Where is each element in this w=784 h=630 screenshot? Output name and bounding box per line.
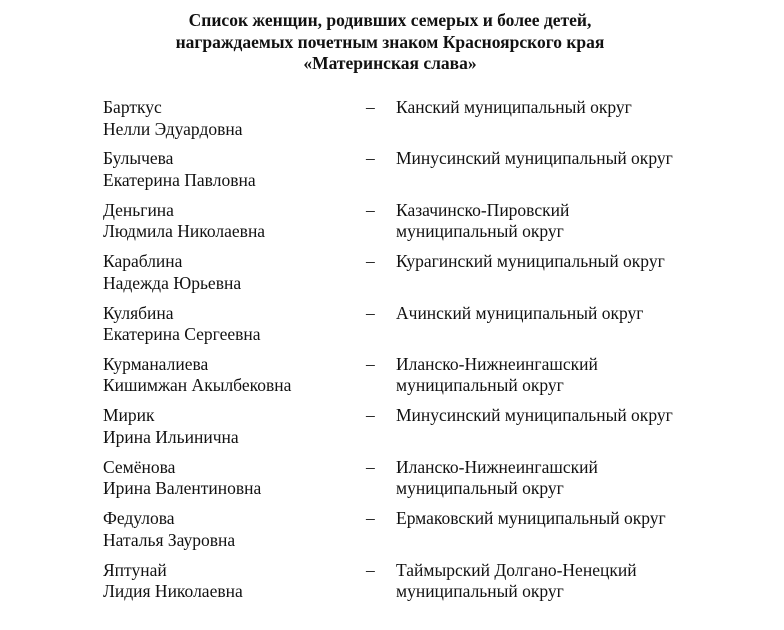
list-item	[103, 200, 743, 251]
list-item	[103, 251, 743, 302]
dash-separator: –	[366, 199, 375, 220]
person-name	[103, 303, 363, 346]
surname: Курманалиева	[103, 353, 209, 374]
person-name	[103, 97, 363, 140]
surname: Деньгина	[103, 199, 174, 220]
given-names: Екатерина Сергеевна	[103, 324, 261, 345]
title-line: награждаемых почетным знаком Красноярского края	[175, 31, 605, 52]
region-line: Ермаковский муниципальный округ	[396, 508, 666, 529]
title-line: «Материнская слава»	[303, 53, 477, 73]
region-line: муниципальный округ	[396, 375, 564, 396]
dash-separator: –	[366, 97, 375, 117]
dash-separator: –	[366, 559, 375, 580]
given-names: Кишимжан Акылбековна	[103, 375, 292, 396]
list-item	[103, 303, 743, 354]
given-names: Людмила Николаевна	[103, 221, 266, 242]
region-line: муниципальный округ	[396, 581, 564, 602]
region	[396, 97, 736, 119]
awardee-list	[103, 97, 743, 611]
region-line: Минусинский муниципальный округ	[396, 405, 673, 426]
given-names: Нелли Эдуардовна	[103, 118, 243, 139]
document-title	[150, 10, 630, 75]
list-item	[103, 457, 743, 508]
person-name	[103, 405, 363, 448]
dash-separator: –	[366, 251, 375, 272]
dash-separator: –	[366, 405, 375, 426]
given-names: Лидия Николаевна	[103, 581, 243, 602]
region-line: Иланско-Нижнеингашский	[396, 456, 598, 477]
region-line: Канский муниципальный округ	[396, 97, 632, 117]
person-name	[103, 148, 363, 191]
surname: Яптунай	[103, 559, 167, 580]
person-name	[103, 508, 363, 551]
region	[396, 405, 736, 427]
dash-separator: –	[366, 508, 375, 529]
region	[396, 148, 736, 170]
region	[396, 200, 736, 243]
list-item	[103, 560, 743, 611]
given-names: Ирина Ильинична	[103, 426, 239, 447]
title-line: Список женщин, родивших семерых и более детей,	[188, 10, 592, 30]
region	[396, 457, 736, 500]
surname: Семёнова	[103, 456, 176, 477]
region-line: Минусинский муниципальный округ	[396, 148, 673, 169]
person-name	[103, 560, 363, 603]
list-item	[103, 405, 743, 456]
region-line: муниципальный округ	[396, 478, 564, 499]
surname: Федулова	[103, 508, 175, 529]
person-name	[103, 200, 363, 243]
given-names: Наталья Зауровна	[103, 529, 236, 550]
surname: Мирик	[103, 405, 155, 426]
list-item	[103, 148, 743, 199]
region-line: Курагинский муниципальный округ	[396, 251, 665, 272]
surname: Булычева	[103, 148, 174, 169]
list-item	[103, 97, 743, 148]
surname: Барткус	[103, 97, 162, 117]
region	[396, 354, 736, 397]
given-names: Екатерина Павловна	[103, 169, 256, 190]
list-item	[103, 508, 743, 559]
given-names: Надежда Юрьевна	[103, 272, 242, 293]
region-line: Иланско-Нижнеингашский	[396, 353, 598, 374]
dash-separator: –	[366, 353, 375, 374]
dash-separator: –	[366, 302, 375, 323]
list-item	[103, 354, 743, 405]
region-line: Казачинско-Пировский	[396, 199, 570, 220]
surname: Кулябина	[103, 302, 174, 323]
region	[396, 303, 736, 325]
region-line: Таймырский Долгано-Ненецкий	[396, 559, 637, 580]
person-name	[103, 457, 363, 500]
region	[396, 251, 736, 273]
dash-separator: –	[366, 148, 375, 169]
person-name	[103, 251, 363, 294]
region-line: Ачинский муниципальный округ	[396, 302, 644, 323]
given-names: Ирина Валентиновна	[103, 478, 262, 499]
person-name	[103, 354, 363, 397]
region	[396, 508, 736, 530]
region-line: муниципальный округ	[396, 221, 564, 242]
dash-separator: –	[366, 456, 375, 477]
surname: Караблина	[103, 251, 183, 272]
region	[396, 560, 736, 603]
